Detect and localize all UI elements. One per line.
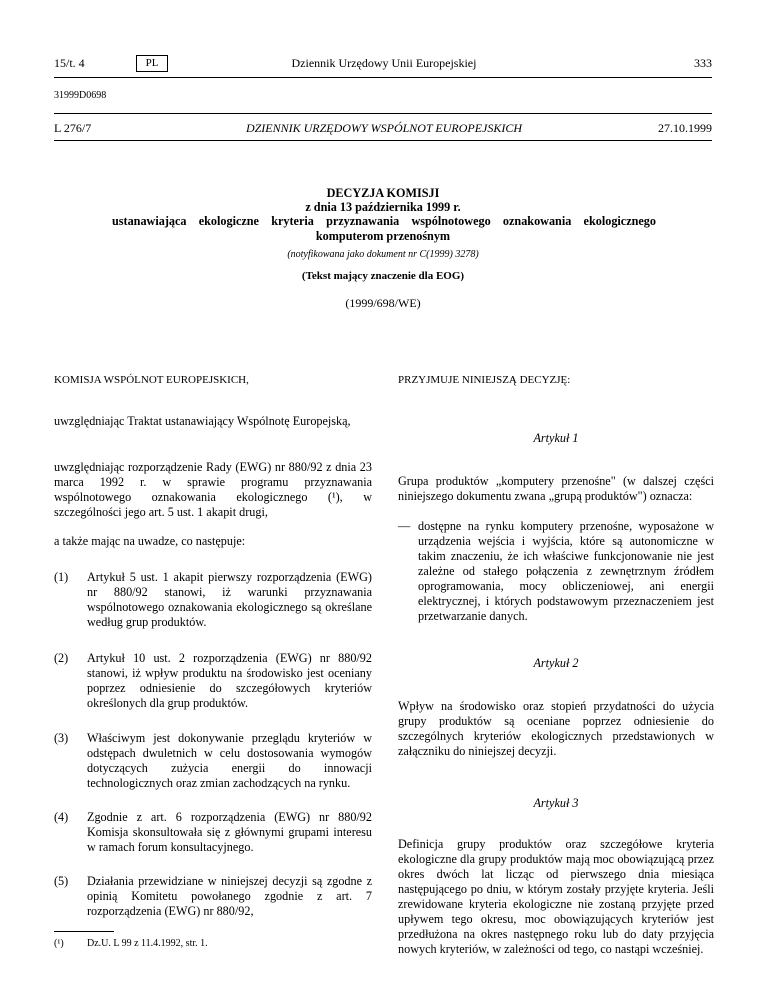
regulation-clause: uwzględniając rozporządzenie Rady (EWG) nr 880/92 z dnia 23 marca 1992 r. w sprawie programu przyznawania wspólnotowego oznakowania ekologicznego (¹), w szczególności jego art. 5 ust. 1 akapit drugi, <box>54 460 372 519</box>
recital-number: (1) <box>54 570 69 584</box>
recital-number: (3) <box>54 731 69 745</box>
notification-number: (notyfikowana jako dokument nr C(1999) 3278) <box>287 249 479 260</box>
recital-text: Działania przewidziane w niniejszej decyzji są zgodne z opinią Komitetu powołanego zgodnie z art. 7 rozporządzenia (EWG) nr 880/92, <box>87 874 372 918</box>
article-3-title: Artykuł 3 <box>533 796 579 810</box>
commission-heading: KOMISJA WSPÓLNOT EUROPEJSKICH, <box>54 374 249 386</box>
article-1-text: Grupa produktów „komputery przenośne" (w dalszej części niniejszego dokumentu zwana „grupą produktów") oznacza: <box>398 474 714 503</box>
article-2-text: Wpływ na środowisko oraz stopień przydatności do użycia grupy produktów są oceniane poprzez odniesienie do szczególnych kryteriów ekologicznych przedstawionych w załączniku do niniejszej decyzji. <box>398 699 714 758</box>
recital-number: (5) <box>54 874 69 888</box>
eea-relevance: (Tekst mający znaczenie dla EOG) <box>301 270 465 282</box>
page-number: 333 <box>694 56 712 70</box>
footnote-rule <box>54 931 114 932</box>
recital-text: Artykuł 10 ust. 2 rozporządzenia (EWG) nr 880/92 stanowi, iż wpływ produktu na środowisko jest oceniany poprzez odniesienie do szczegółowych kryteriów określonych dla grup produktów. <box>87 651 372 710</box>
header-rule <box>54 77 712 78</box>
footnote-text: Dz.U. L 99 z 11.4.1992, str. 1. <box>87 938 208 949</box>
title-line-2: z dnia 13 października 1999 r. <box>305 200 461 214</box>
recital-number: (4) <box>54 810 69 824</box>
language-badge: PL <box>136 55 168 72</box>
recital-text: Artykuł 5 ust. 1 akapit pierwszy rozporządzenia (EWG) nr 880/92 stanowi, iż warunki przyznawania wspólnotowego oznakowania ekologicznego są określane według grup produktów. <box>87 570 372 629</box>
oj-date: 27.10.1999 <box>658 121 712 135</box>
subheader-rule-top <box>54 113 712 114</box>
whereas-clause: a także mając na uwadze, co następuje: <box>54 534 246 548</box>
article-2-title: Artykuł 2 <box>533 656 579 670</box>
recital-text: Zgodnie z art. 6 rozporządzenia (EWG) nr 880/92 Komisja skonsultowała się z głównymi grupami interesu w ramach forum konsultacyjnego. <box>87 810 372 854</box>
oj-reference: L 276/7 <box>54 121 92 135</box>
footnote-number: (¹) <box>54 938 64 949</box>
recital-number: (2) <box>54 651 69 665</box>
list-dash: — <box>398 519 411 533</box>
article-1-item: dostępne na rynku komputery przenośne, wyposażone w urządzenia wejścia i wyjścia, które są autonomiczne w takim znaczeniu, że ich właściwe funkcjonowanie nie jest zależne od stałego połączenia z zewnętrznym źródłem oprogramowania, mocy obliczeniowej, ani energii elektrycznej, i których podstawowym przeznaczeniem jest przetwarzanie danych. <box>418 519 714 623</box>
title-line-4: komputerom przenośnym <box>315 229 451 243</box>
decision-number: (1999/698/WE) <box>345 296 421 310</box>
oj-title: DZIENNIK URZĘDOWY WSPÓLNOT EUROPEJSKICH <box>245 121 523 135</box>
adopts-heading: PRZYJMUJE NINIEJSZĄ DECYZJĘ: <box>398 374 571 386</box>
article-1-title: Artykuł 1 <box>533 431 579 445</box>
article-3-text: Definicja grupy produktów oraz szczegółowe kryteria ekologiczne dla grupy produktów mają moc obowiązującą przez okres dwóch lat licząc od pierwszego dnia miesiąca następującego po dniu, w którym zostały przyjęte kryteria. Jeśli zrewidowane kryteria ekologiczne nie zostaną przyjęte przed upływem tego okresu, moc obowiązujących kryteriów jest przedłużona na okres następnego roku lub do daty przyjęcia nowych kryteriów, w zależności od tego, co nastąpi wcześniej. <box>398 837 714 956</box>
subheader-rule-bottom <box>54 140 712 141</box>
page-ref: 15/t. 4 <box>54 56 85 70</box>
recital-text: Właściwym jest dokonywanie przeglądu kryteriów w odstępach dwuletnich w celu dostosowania wymogów dotyczących zużycia energii do innowacji technologicznych oraz zmian zachodzących na rynku. <box>87 731 372 790</box>
celex-number: 31999D0698 <box>54 90 107 101</box>
treaty-clause: uwzględniając Traktat ustanawiający Wspólnotę Europejską, <box>54 414 351 428</box>
title-line-3: ustanawiająca ekologiczne kryteria przyznawania wspólnotowego oznakowania ekologicznego <box>112 214 656 228</box>
journal-title: Dziennik Urzędowy Unii Europejskiej <box>291 56 477 70</box>
title-line-1: DECYZJA KOMISJI <box>326 186 440 200</box>
